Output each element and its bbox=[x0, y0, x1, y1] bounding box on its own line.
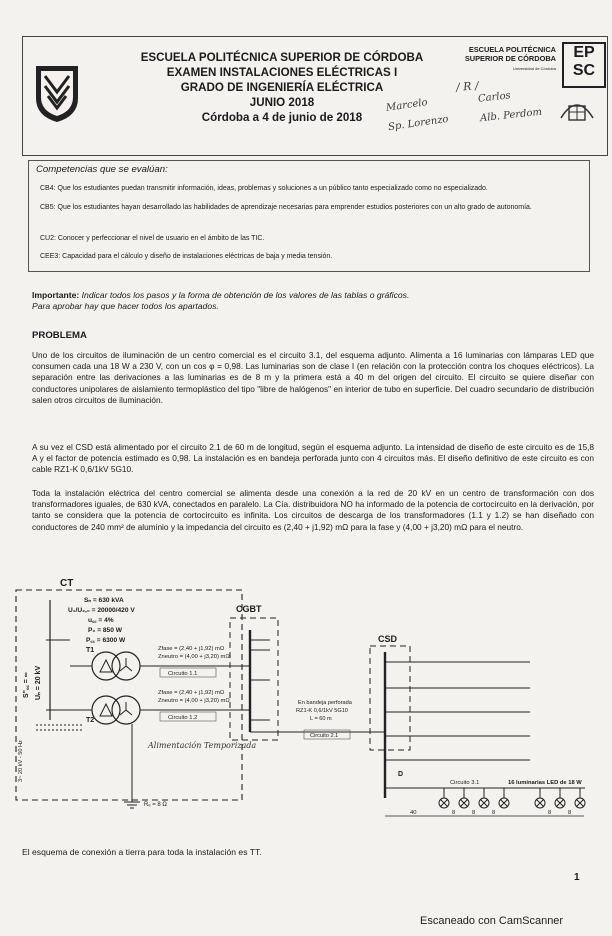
degree-name: GRADO DE INGENIERÍA ELÉCTRICA bbox=[180, 81, 384, 94]
handwritten-signature: Carlos bbox=[477, 90, 512, 105]
exam-header-title bbox=[112, 50, 452, 125]
spec-p0: P₀ = 850 W bbox=[88, 627, 122, 634]
handwritten-signature: Sp. Lorenzo bbox=[387, 113, 450, 134]
earth-resistance-label: Rₑ = 8 Ω bbox=[144, 802, 167, 808]
zneutro-1-label: Zneutro = (4,00 + j3,20) mΩ bbox=[158, 654, 230, 660]
exam-date: Córdoba a 4 de junio de 2018 bbox=[201, 111, 363, 124]
spec-voltages: U₁/U₂,₀ = 20000/420 V bbox=[68, 607, 135, 614]
network-label: 3~ 20 kV - 50 Hz bbox=[18, 740, 24, 782]
problem-paragraph: A su vez el CSD está alimentado por el circuito 2.1 de 60 m de longitud, según el esquema adjunto. La intensidad de diseño de este circuito es de 15,8 A y el factor de potencia estimado es 0,98. La instalación es en bandeja perforada junto con 4 circuitos más. El diseño definitivo de este circuito es con cable RZ1-K 0,6/1kV 5G10. bbox=[32, 442, 594, 475]
zfase-1-label: Zfase = (2,40 + j1,92) mΩ bbox=[158, 646, 225, 652]
problem-paragraph: Toda la instalación eléctrica del centro comercial se alimenta desde una conexión a la red de 20 kV en un centro de transformación con dos transformadores iguales, de 630 kVA, conectados en paralelo. La Cía. distribuidora NO ha informado de la potencia de cortocircuito en la derivación, por tanto se considera que la potencia de cortocircuito es infinita. Los circuitos de descarga de los transformadores (1.1 y 1.2) se han diseñado con conductores de 240 mm² de aluminio y la impedancia del circuito es (2,40 + j1,92) mΩ para la fase y (4,00 + j3,20) mΩ para el neutro. bbox=[32, 488, 594, 532]
single-line-diagram bbox=[0, 570, 612, 840]
distance-8-label: 8 bbox=[568, 810, 572, 816]
cgbt-label: CGBT bbox=[236, 604, 262, 614]
ct-label: CT bbox=[60, 578, 74, 589]
problem-paragraph: Uno de los circuitos de iluminación de un centro comercial es el circuito 3.1, del esquema adjunto. Alimenta a 16 luminarias con lámparas LED que consumen cada una 18 W a 230 V, con un cos φ = 0,98. Las luminarias son de clase I (en relación con la protección contra los choques eléctricos). La separación entre las derivaciones a las luminarias es de 8 m y la primera está a 40 m del origen del circuito. El circuito se quiere diseñar con conductores unipolares de aislamiento termoplástico del tipo "libre de halógenos" en interior de tubo en superficie. Del cuadro secundario de distribución salen otros circuitos de iluminación. bbox=[32, 350, 594, 405]
scc-label: S"꜀꜀ = ∞ bbox=[23, 672, 30, 698]
handwritten-mark: / R / bbox=[455, 79, 480, 94]
distance-8-label: 8 bbox=[452, 810, 456, 816]
circuit-1-1-label: Circuito 1.1 bbox=[168, 671, 198, 677]
handwritten-signature: Alb. Perdom bbox=[479, 106, 543, 125]
distance-40-label: 40 bbox=[410, 810, 417, 816]
important-label: Importante: bbox=[32, 290, 80, 300]
scanner-watermark: Escaneado con CamScanner bbox=[420, 915, 564, 927]
luminaires-label: 16 luminarias LED de 18 W bbox=[508, 780, 582, 786]
competencia-item: CU2: Conocer y perfeccionar el nivel de usuario en el ámbito de las TIC. bbox=[40, 235, 265, 242]
problem-heading: PROBLEMA bbox=[32, 330, 87, 341]
page-number: 1 bbox=[574, 872, 580, 883]
handwritten-annotation: Alimentación Temporizada bbox=[148, 741, 257, 750]
school-name: ESCUELA POLITÉCNICA SUPERIOR DE CÓRDOBA bbox=[140, 51, 424, 64]
t2-label: T2 bbox=[86, 717, 95, 724]
spec-sn: Sₙ = 630 kVA bbox=[84, 597, 124, 604]
length-label: L = 60 m bbox=[310, 716, 332, 722]
distance-8-label: 8 bbox=[472, 810, 476, 816]
t1-label: T1 bbox=[86, 647, 95, 654]
zneutro-2-label: Zneutro = (4,00 + j3,20) mΩ bbox=[158, 698, 230, 704]
circuit-2-1-label: Circuito 2.1 bbox=[310, 733, 339, 739]
handwritten-signature: Marcelo bbox=[385, 97, 429, 114]
grounding-note: El esquema de conexión a tierra para toda la instalación es TT. bbox=[22, 847, 262, 857]
competencias-title: Competencias que se evalúan: bbox=[36, 164, 168, 175]
exam-session: JUNIO 2018 bbox=[249, 96, 315, 109]
university-subtitle: Universidad de Córdoba bbox=[512, 66, 556, 71]
competencia-item: CEE3: Capacidad para el cálculo y diseño de instalaciones eléctricas de baja y media tensión. bbox=[40, 253, 333, 260]
exam-name: EXAMEN INSTALACIONES ELÉCTRICAS I bbox=[166, 66, 398, 79]
tray-label: En bandeja perforada bbox=[298, 700, 352, 706]
csd-label: CSD bbox=[378, 634, 398, 644]
circuit-1-2-label: Circuito 1.2 bbox=[168, 715, 198, 721]
circuit-3-1-label: Circuito 3.1 bbox=[450, 780, 480, 786]
cable-label: RZ1-K 0,6/1kV 5G10 bbox=[296, 708, 348, 714]
university-crest-logo bbox=[32, 62, 82, 124]
breaker-d-label: D bbox=[398, 771, 404, 778]
spec-pcc: P꜀꜀ = 6300 W bbox=[86, 637, 126, 644]
competencia-item: CB4: Que los estudiantes puedan transmitir información, ideas, problemas y soluciones a un público tanto especializado como no especializado. bbox=[40, 185, 488, 192]
luminaire-group bbox=[439, 788, 585, 808]
un-label: Uₙ = 20 kV bbox=[35, 665, 42, 700]
epsc-logo: EP SC bbox=[562, 42, 606, 88]
important-note: Importante: Indicar todos los pasos y la forma de obtención de los valores de las tablas o gráficos. Para aprobar hay que hacer todos los apartados. bbox=[32, 290, 410, 311]
zfase-2-label: Zfase = (2,40 + j1,92) mΩ bbox=[158, 690, 225, 696]
seal-stamp-icon bbox=[555, 88, 599, 126]
distance-8-label: 8 bbox=[548, 810, 552, 816]
cgbt-box bbox=[230, 618, 278, 740]
competencia-item: CB5: Que los estudiantes hayan desarrollado las habilidades de aprendizaje necesarias para emprender estudios posteriores con un alto grado de autonomía. bbox=[40, 204, 532, 211]
spec-ucc: u꜀꜀ = 4% bbox=[88, 617, 114, 624]
distance-8-label: 8 bbox=[492, 810, 496, 816]
school-logo-text: ESCUELA POLITÉCNICA SUPERIOR DE CÓRDOBA bbox=[464, 45, 556, 63]
